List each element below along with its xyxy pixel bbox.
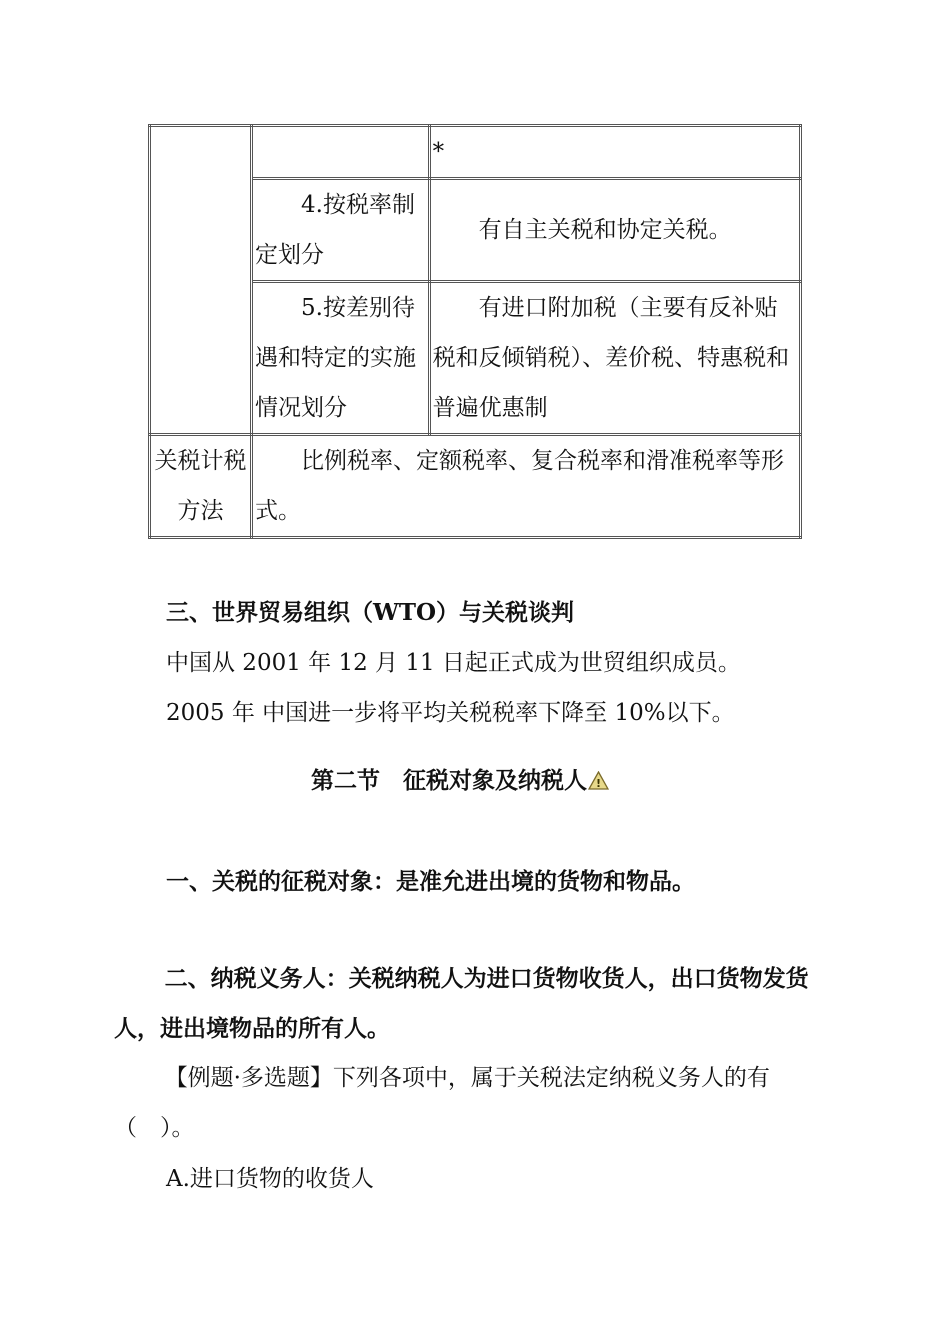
warning-icon	[588, 770, 609, 796]
option-a: A.进口货物的收货人	[166, 1166, 374, 1192]
table-cell-description: 有进口附加税（主要有反补贴税和反倾销税）、差价税、特惠税和普遍优惠制	[429, 282, 800, 435]
table-row	[150, 126, 801, 179]
tariff-classification-table	[148, 124, 802, 539]
chapter-title-text: 第二节 征税对象及纳税人	[311, 767, 587, 794]
table-cell-empty	[150, 126, 252, 435]
paragraph: 中国从 2001 年 12 月 11 日起正式成为世贸组织成员。	[166, 650, 741, 676]
table-cell-empty	[252, 126, 430, 179]
table-row	[150, 435, 801, 538]
table-cell-description: 比例税率、定额税率、复合税率和滑准税率等形式。	[252, 435, 801, 538]
point-tax-object: 一、关税的征税对象：是准允进出境的货物和物品。	[166, 868, 695, 895]
table-cell: *	[429, 126, 800, 179]
section-heading: 三、世界贸易组织（WTO）与关税谈判	[166, 599, 574, 626]
point-taxpayer: 二、纳税义务人：关税纳税人为进口货物收货人，出口货物发货人，进出境物品的所有人。	[114, 965, 809, 1042]
table-cell-description: 有自主关税和协定关税。	[429, 179, 800, 282]
table-cell-category: 4.按税率制定划分	[252, 179, 430, 282]
example-question: 【例题·多选题】下列各项中，属于关税法定纳税义务人的有（ ）。	[114, 1065, 770, 1141]
paragraph: 2005 年 中国进一步将平均关税税率下降至 10%以下。	[166, 700, 735, 726]
table-cell-label: 关税计税方法	[150, 435, 252, 538]
svg-text:!: !	[595, 777, 602, 790]
table-cell-category: 5.按差别待遇和特定的实施情况划分	[252, 282, 430, 435]
chapter-title	[311, 768, 609, 796]
